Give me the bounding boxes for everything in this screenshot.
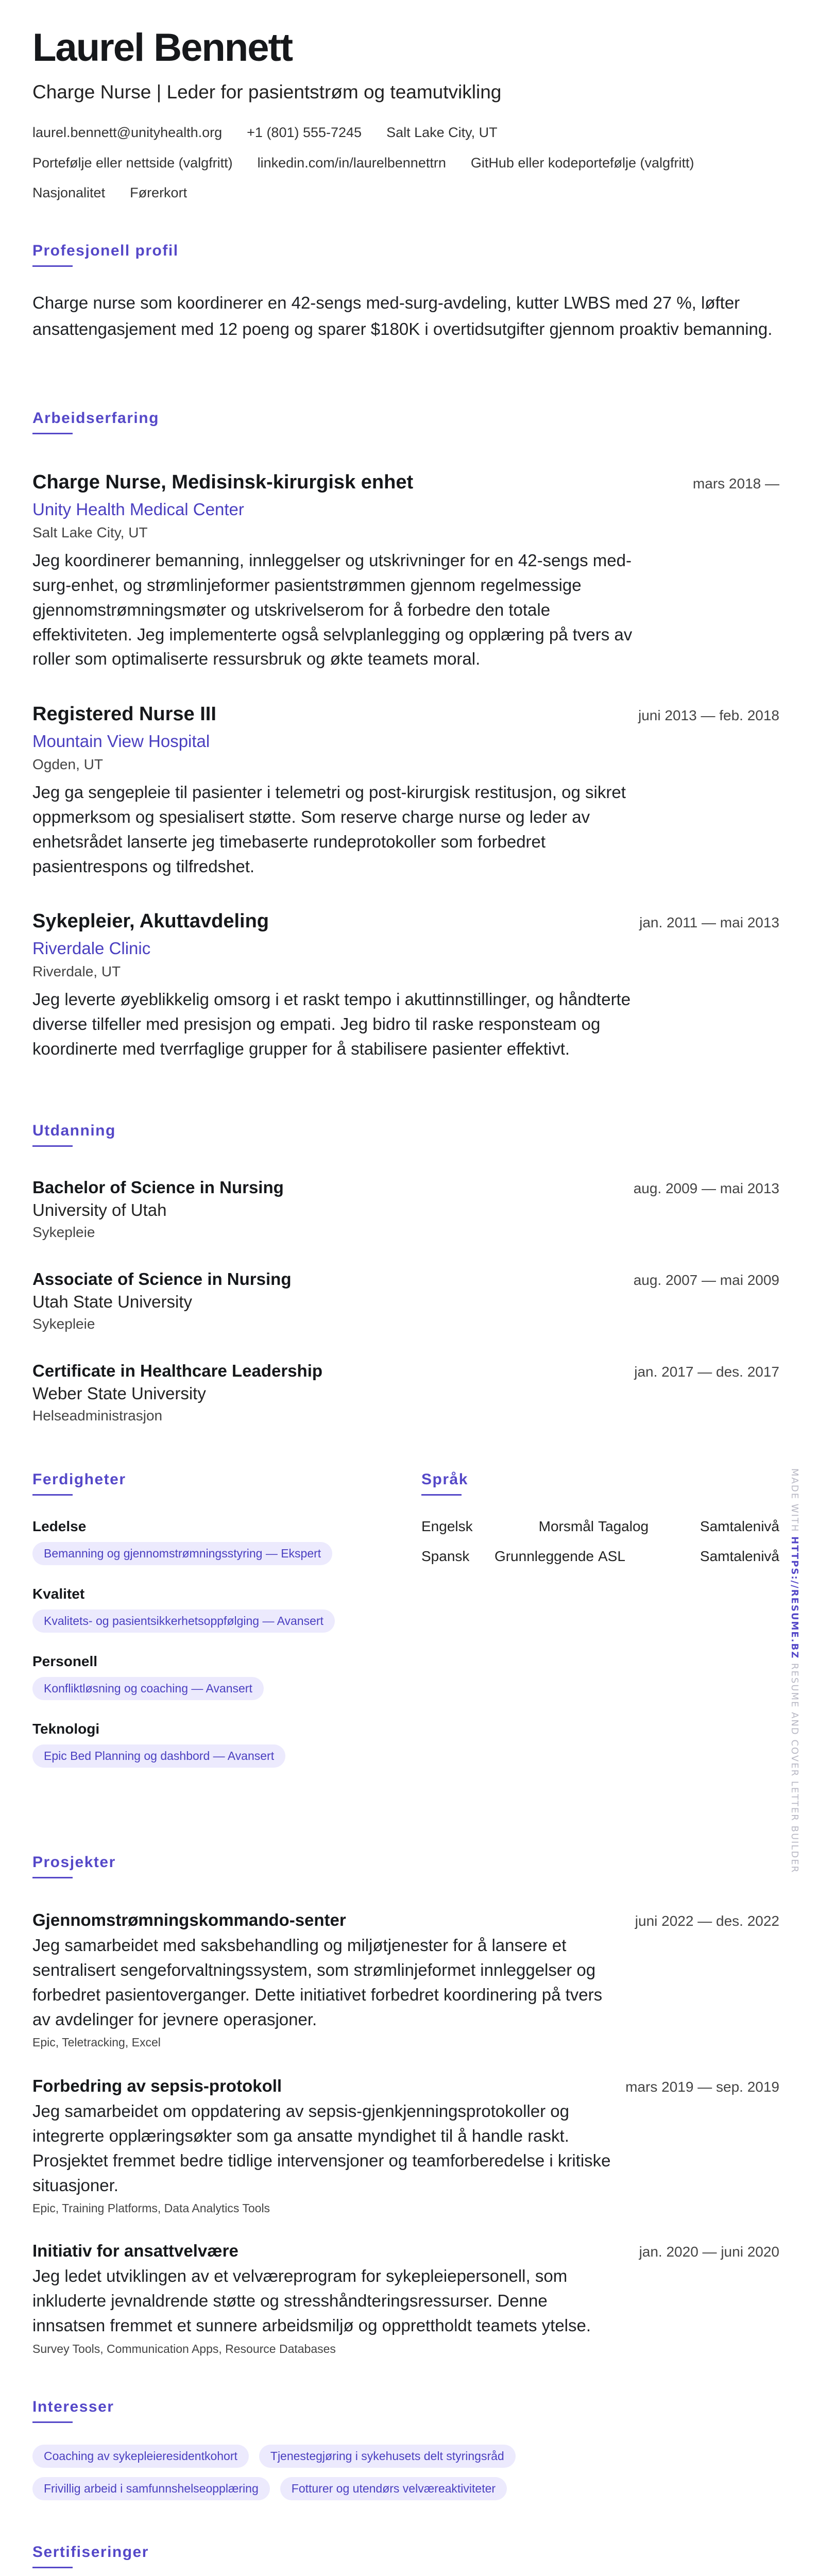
language-level: Samtalenivå: [700, 1518, 779, 1534]
education-entry: [32, 1178, 779, 1241]
language-level: Grunnleggende: [494, 1548, 594, 1564]
school-name: Utah State University: [32, 1292, 192, 1311]
skills-column: [32, 1471, 421, 1768]
project-description: Jeg ledet utviklingen av et velværeprogram for sykepleiepersonell, som inkluderte jevnaldrende støtte og stresshåndteringsressurser. Denne innsatsen fremmet et sunnere arbeidsmiljø og opprettholdt teamets ytelse.: [32, 2266, 591, 2335]
drivers-license-text: Førerkort: [130, 185, 188, 201]
job-location: Ogden, UT: [32, 756, 103, 772]
language-level: Samtalenivå: [700, 1548, 779, 1564]
section-title-certifications: Sertifiseringer: [32, 2544, 149, 2568]
skills-languages-section: [32, 1471, 779, 1768]
skill-group: [32, 1586, 421, 1633]
contact-row: [32, 184, 779, 201]
job-date: jan. 2011 — mai 2013: [639, 914, 779, 930]
project-title: Forbedring av sepsis-protokoll: [32, 2076, 282, 2095]
interest-chip: Coaching av sykepleieresidentkohort: [32, 2445, 249, 2468]
linkedin-link[interactable]: linkedin.com/in/laurelbennettrn: [257, 155, 446, 171]
skill-chip: Konfliktløsning og coaching — Avansert: [32, 1677, 264, 1700]
skill-chip: Epic Bed Planning og dashbord — Avansert: [32, 1744, 285, 1768]
interests-section: [32, 2398, 779, 2500]
education-entry: [32, 1269, 779, 1332]
job-title: Charge Nurse, Medisinsk-kirurgisk enhet: [32, 471, 414, 493]
contact-row: [32, 155, 779, 171]
skill-category: Teknologi: [32, 1721, 100, 1737]
project-entry: [32, 1910, 779, 2049]
project-title: Gjennomstrømningskommando-senter: [32, 1910, 346, 1929]
skill-group: [32, 1721, 421, 1768]
job-location: Salt Lake City, UT: [32, 524, 148, 540]
language-name: Engelsk: [421, 1518, 473, 1534]
language-name: Tagalog: [598, 1518, 649, 1534]
resume-page: [32, 28, 779, 215]
degree-title: Bachelor of Science in Nursing: [32, 1178, 284, 1197]
languages-list: [421, 1518, 779, 1565]
skill-category: Ledelse: [32, 1518, 87, 1534]
section-title-languages: Språk: [421, 1471, 468, 1496]
profile-section: [32, 242, 779, 342]
candidate-headline: Charge Nurse | Leder for pasientstrøm og teamutvikling: [32, 81, 502, 103]
job-description: Jeg leverte øyeblikkelig omsorg i et raskt tempo i akuttinnstillinger, og håndterte diverse tilfeller med presisjon og empati. Jeg bidro til raske responsteam og koordinerte med tverrfaglige grupper for å stabilisere pasienter effektivt.: [32, 990, 631, 1058]
portfolio-link[interactable]: Portefølje eller nettside (valgfritt): [32, 155, 233, 171]
school-name: University of Utah: [32, 1200, 167, 1219]
project-description: Jeg samarbeidet med saksbehandling og miljøtjenester for å lansere et sentralisert sengeforvaltningssystem, som strømlinjeformet innleggelser og forbedret pasientoverganger. Dette initiativet forbedret koordinering på tvers av avdelinger for jevnere operasjoner.: [32, 1936, 603, 2029]
job-date: mars 2018 —: [692, 476, 779, 492]
skill-chip: Bemanning og gjennomstrømningsstyring — Ekspert: [32, 1542, 332, 1565]
education-date: aug. 2009 — mai 2013: [633, 1180, 779, 1196]
job-location: Riverdale, UT: [32, 963, 121, 979]
contact-row: [32, 124, 779, 141]
study-field: Helseadministrasjon: [32, 1408, 163, 1423]
education-date: aug. 2007 — mai 2009: [633, 1272, 779, 1288]
interests-row: [32, 2445, 779, 2468]
job-description: Jeg koordinerer bemanning, innleggelser og utskrivninger for en 42-sengs med-surg-enhet, og strømlinjeformer pasientstrømmen gjennom regelmessige gjennomstrømningsmøter og utskrivelserom for å forbedre den totale effektiviteten. Jeg implementerte også selvplanlegging og opplæring på tvers av roller som optimaliserte ressursbruk og økte teamets moral.: [32, 551, 633, 669]
employer-link[interactable]: Unity Health Medical Center: [32, 500, 244, 519]
interest-chip: Frivillig arbeid i samfunnshelseopplæring: [32, 2477, 270, 2500]
education-date: jan. 2017 — des. 2017: [634, 1364, 779, 1380]
section-title-projects: Prosjekter: [32, 1854, 116, 1878]
experience-entry: [32, 910, 779, 1061]
watermark-prefix: MADE WITH: [789, 1468, 800, 1533]
project-date: jan. 2020 — juni 2020: [639, 2244, 779, 2260]
job-date: juni 2013 — feb. 2018: [638, 707, 779, 723]
language-name: Spansk: [421, 1548, 470, 1564]
section-title-education: Utdanning: [32, 1122, 116, 1147]
contact-block: [32, 124, 779, 201]
language-name: ASL: [598, 1548, 625, 1564]
skill-group: [32, 1518, 421, 1565]
email-link[interactable]: laurel.bennett@unityhealth.org: [32, 125, 223, 141]
skill-category: Kvalitet: [32, 1586, 85, 1602]
builder-watermark: [789, 1468, 800, 1873]
projects-section: [32, 1854, 779, 2355]
study-field: Sykepleie: [32, 1316, 95, 1332]
interests-row: [32, 2477, 779, 2500]
section-title-profile: Profesjonell profil: [32, 242, 179, 267]
degree-title: Associate of Science in Nursing: [32, 1269, 292, 1289]
project-entry: [32, 2076, 779, 2215]
watermark-suffix: RESUME AND COVER LETTER BUILDER: [789, 1663, 800, 1874]
project-technologies: Epic, Teletracking, Excel: [32, 2036, 161, 2049]
candidate-name: Laurel Bennett: [32, 26, 293, 70]
github-link[interactable]: GitHub eller kodeportefølje (valgfritt): [470, 155, 694, 171]
degree-title: Certificate in Healthcare Leadership: [32, 1361, 323, 1380]
experience-entry: [32, 471, 779, 671]
section-title-interests: Interesser: [32, 2398, 114, 2423]
employer-link[interactable]: Riverdale Clinic: [32, 939, 151, 958]
section-title-experience: Arbeidserfaring: [32, 410, 159, 434]
interest-chip: Tjenestegjøring i sykehusets delt styringsråd: [259, 2445, 516, 2468]
certifications-section: [32, 2544, 779, 2568]
job-title: Sykepleier, Akuttavdeling: [32, 910, 269, 932]
profile-summary: Charge nurse som koordinerer en 42-sengs med-surg-avdeling, kutter LWBS med 27 %, løfter ansattengasjement med 12 poeng og sparer $180K i overtidsutgifter gjennom proaktiv bemanning.: [32, 293, 773, 339]
education-section: [32, 1122, 779, 1423]
project-date: juni 2022 — des. 2022: [635, 1913, 779, 1929]
language-level: Morsmål: [538, 1518, 594, 1534]
experience-entry: [32, 703, 779, 878]
languages-column: [421, 1471, 779, 1768]
project-title: Initiativ for ansattvelvære: [32, 2241, 238, 2260]
skill-category: Personell: [32, 1653, 98, 1669]
education-entry: [32, 1361, 779, 1424]
employer-link[interactable]: Mountain View Hospital: [32, 732, 210, 751]
experience-section: [32, 410, 779, 1058]
project-technologies: Epic, Training Platforms, Data Analytics Tools: [32, 2201, 270, 2215]
location-text: Salt Lake City, UT: [386, 125, 498, 141]
project-technologies: Survey Tools, Communication Apps, Resource Databases: [32, 2342, 336, 2355]
school-name: Weber State University: [32, 1384, 206, 1403]
section-title-skills: Ferdigheter: [32, 1471, 126, 1496]
nationality-text: Nasjonalitet: [32, 185, 106, 201]
project-description: Jeg samarbeidet om oppdatering av sepsis-gjenkjenningsprotokoller og integrerte opplæringsøkter som ga ansatte myndighet til å handle raskt. Prosjektet fremmet bedre tidlige intervensjoner og teamforberedelse i kritiske situasjoner.: [32, 2102, 611, 2195]
skill-group: [32, 1653, 421, 1700]
phone-link[interactable]: +1 (801) 555-7245: [247, 125, 362, 141]
project-date: mars 2019 — sep. 2019: [625, 2079, 779, 2095]
study-field: Sykepleie: [32, 1224, 95, 1240]
job-description: Jeg ga sengepleie til pasienter i telemetri og post-kirurgisk restitusjon, og sikret oppmerksom og spesialisert støtte. Som reserve charge nurse og leder av enhetsrådet lanserte jeg timebaserte rundeprotokoller som forbedret pasientrespons og tilfredshet.: [32, 783, 626, 876]
project-entry: [32, 2241, 779, 2356]
skill-chip: Kvalitets- og pasientsikkerhetsoppfølging — Avansert: [32, 1609, 335, 1633]
job-title: Registered Nurse III: [32, 703, 216, 725]
interest-chip: Fotturer og utendørs velværeaktiviteter: [280, 2477, 507, 2500]
builder-link[interactable]: HTTPS://RESUME.BZ: [789, 1536, 800, 1659]
